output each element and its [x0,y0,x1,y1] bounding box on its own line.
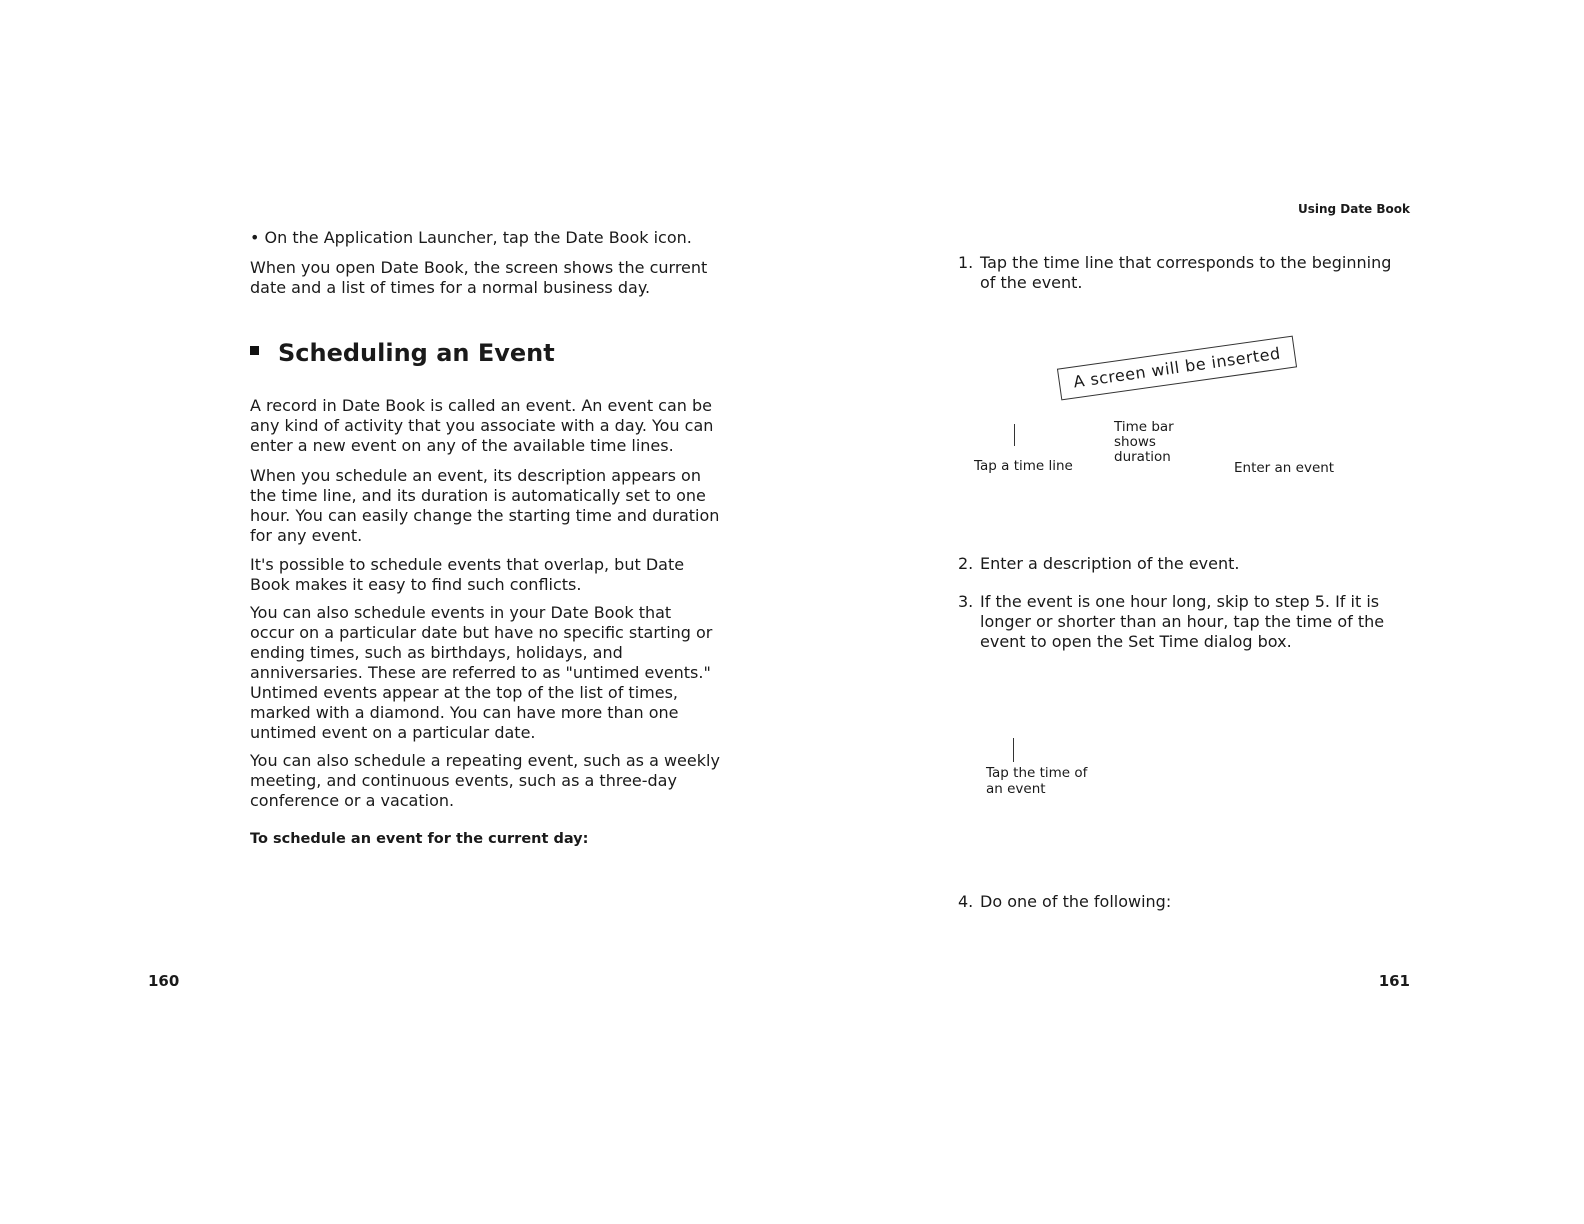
bullet-item [250,228,720,248]
callout-time-bar-line: duration [1114,449,1171,465]
step-number: 2. [958,554,974,573]
callout-line-tap [1014,424,1015,446]
callout-enter-event: Enter an event [1234,460,1335,476]
intro-paragraph: When you open Date Book, the screen shows the current date and a list of times for a normal business day. [250,258,708,297]
heading-square-icon [250,346,259,355]
paragraph-4: You can also schedule events in your Date Book that occur on a particular date but have no specific starting or ending times, such as birthdays, holidays, and anniversaries. These are referred to as "untimed events." Untimed events appear at the top of the list of times, marked with a diamond. You can have more than one untimed event on a particular date. [250,603,713,742]
page-number-right: 161 [1378,972,1410,990]
callout-tap-time-line: Tap a time line [974,458,1073,474]
step-text: Do one of the following: [980,892,1172,911]
step-text: Tap the time line that corresponds to the beginning of the event. [980,253,1392,292]
bullet-text: On the Application Launcher, tap the Date Book icon. [264,228,692,247]
step-3 [958,592,1418,654]
section-heading: Scheduling an Event [278,339,555,367]
step-text: Enter a description of the event. [980,554,1240,573]
page-number-left: 160 [148,972,180,990]
callout-time-bar-line: Time bar [1114,419,1174,435]
step-text: If the event is one hour long, skip to step 5. If it is longer or shorter than an hour, tap the time of the event to open the Set Time dialog box. [980,592,1385,651]
running-header: Using Date Book [1297,202,1410,216]
step-number: 1. [958,253,974,272]
callout-tap-time-line: Tap the time of [986,765,1088,781]
step-number: 3. [958,592,974,611]
procedure-title: To schedule an event for the current day: [250,831,589,847]
paragraph-3: It's possible to schedule events that overlap, but Date Book makes it easy to find such conflicts. [250,555,685,594]
callout-tap-time-line: an event [986,781,1046,797]
step-2 [958,554,1418,576]
paragraph-2: When you schedule an event, its description appears on the time line, and its duration is automatically set to one hour. You can easily change the starting time and duration for any event. [250,466,720,545]
screen-placeholder: A screen will be inserted [1057,336,1297,401]
step-4 [958,892,1418,914]
step-number: 4. [958,892,974,911]
bullet-dot: • [250,228,265,247]
callout-line-time [1013,738,1014,762]
paragraph-1: A record in Date Book is called an event. An event can be any kind of activity that you associate with a day. You can enter a new event on any of the available time lines. [250,396,714,455]
paragraph-5: You can also schedule a repeating event, such as a weekly meeting, and continuous events, such as a three-day conference or a vacation. [250,751,720,810]
callout-time-bar-line: shows [1114,434,1156,450]
step-1 [958,253,1418,295]
callout-tap-time [986,765,1087,797]
callout-time-bar [1114,420,1174,465]
